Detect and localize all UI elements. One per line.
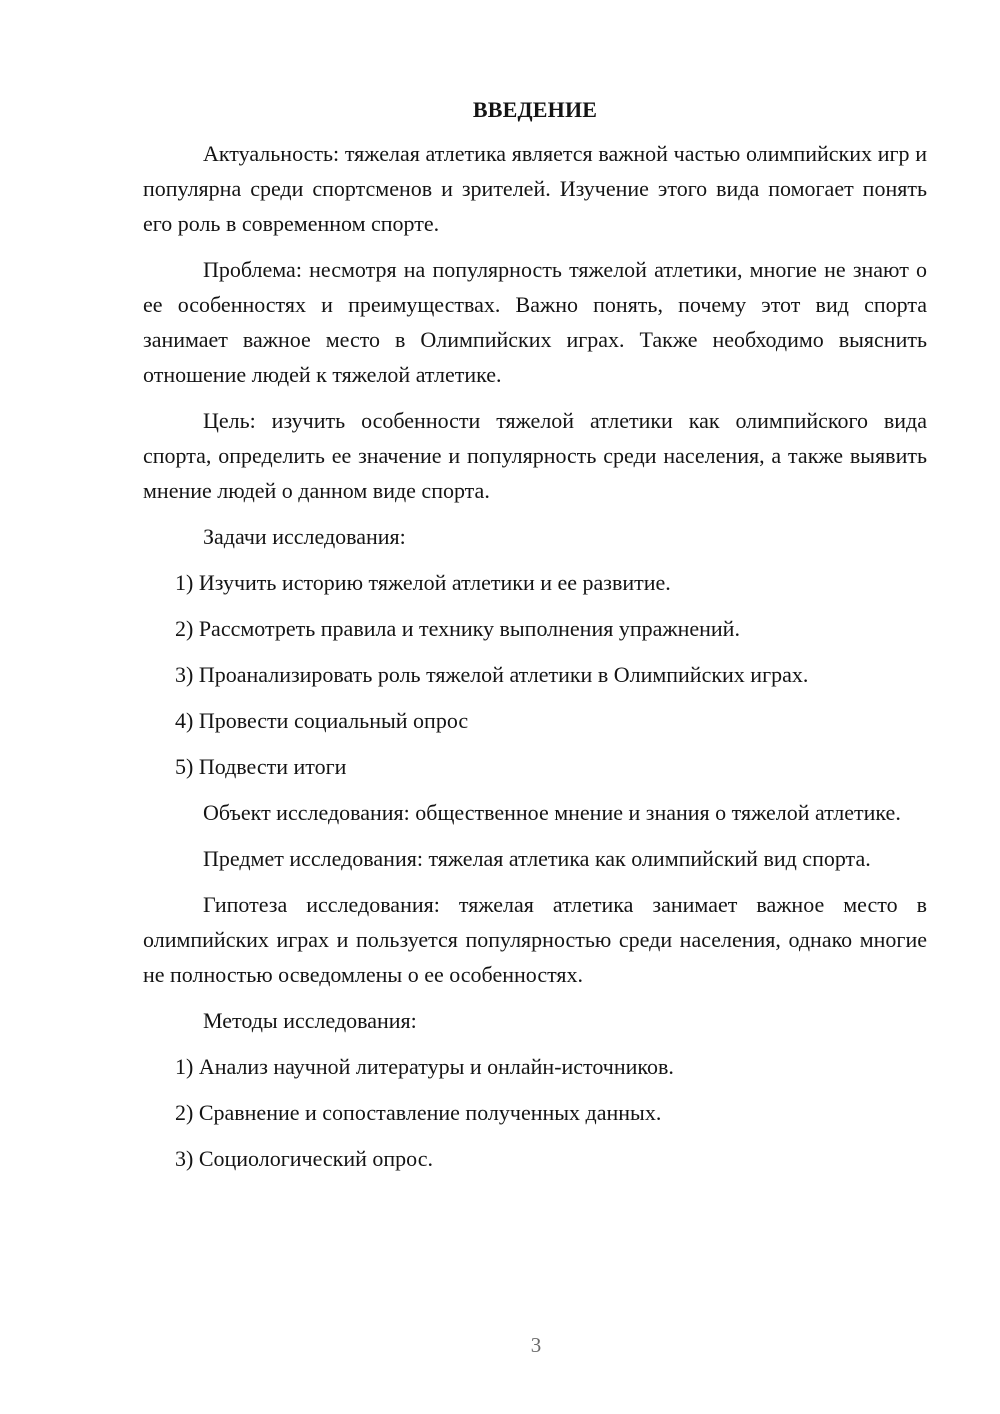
method-item: 2) Сравнение и сопоставление полученных данных. xyxy=(175,1100,662,1125)
task-item: 2) Рассмотреть правила и технику выполнения упражнений. xyxy=(175,616,740,641)
page-number: 3 xyxy=(530,1333,542,1357)
method-item: 1) Анализ научной литературы и онлайн-источников. xyxy=(175,1054,674,1079)
problem-paragraph: Проблема: несмотря на популярность тяжелой атлетики, многие не знают о ее особенностях и преимуществах. Важно понять, почему этот вид спорта занимает важное место в Олимпийских играх. Также необходимо выяснить отношение людей к тяжелой атлетике. xyxy=(143,257,927,387)
hypothesis-paragraph: Гипотеза исследования: тяжелая атлетика занимает важное место в олимпийских играх и пользуется популярностью среди населения, однако многие не полностью осведомлены о ее особенностях. xyxy=(143,892,927,987)
task-item: 1) Изучить историю тяжелой атлетики и ее развитие. xyxy=(175,570,671,595)
task-item: 5) Подвести итоги xyxy=(175,754,347,779)
task-item: 4) Провести социальный опрос xyxy=(175,708,469,733)
methods-list xyxy=(143,1049,927,1176)
object-paragraph: Объект исследования: общественное мнение и знания о тяжелой атлетике. xyxy=(203,800,901,825)
task-item: 3) Проанализировать роль тяжелой атлетики в Олимпийских играх. xyxy=(175,662,809,687)
tasks-heading: Задачи исследования: xyxy=(203,524,406,549)
methods-heading: Методы исследования: xyxy=(203,1008,417,1033)
subject-paragraph: Предмет исследования: тяжелая атлетика как олимпийский вид спорта. xyxy=(203,846,871,871)
actuality-paragraph: Актуальность: тяжелая атлетика является важной частью олимпийских игр и популярна среди спортсменов и зрителей. Изучение этого вида помогает понять его роль в современном спорте. xyxy=(143,141,927,236)
section-title: ВВЕДЕНИЕ xyxy=(472,97,598,122)
document-page xyxy=(143,94,927,1187)
tasks-list xyxy=(143,565,927,784)
method-item: 3) Социологический опрос. xyxy=(175,1146,433,1171)
goal-paragraph: Цель: изучить особенности тяжелой атлетики как олимпийского вида спорта, определить ее значение и популярность среди населения, а также выявить мнение людей о данном виде спорта. xyxy=(143,408,927,503)
